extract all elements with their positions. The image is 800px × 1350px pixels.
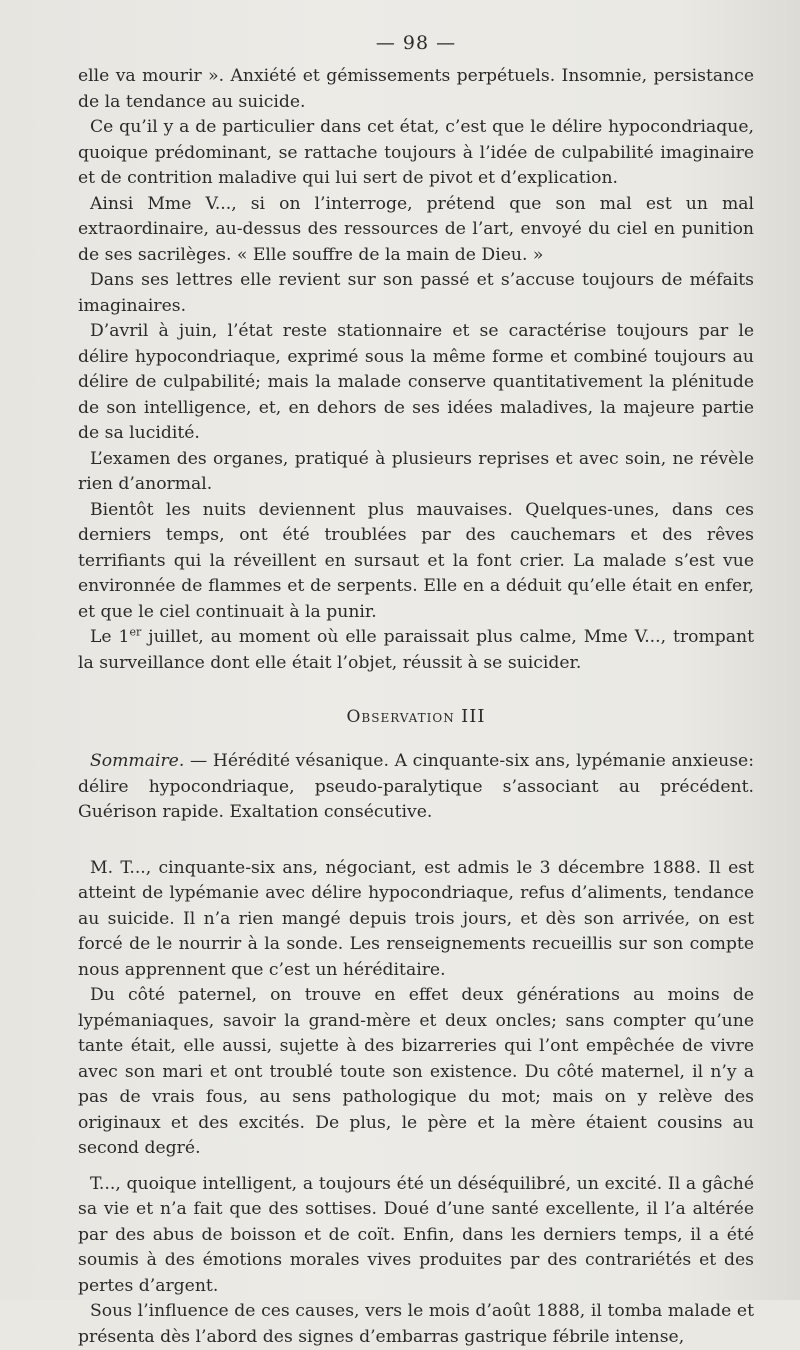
observation-numeral: III (461, 706, 486, 727)
paragraph: elle va mourir ». Anxiété et gémissements perpétuels. Insomnie, persistance de la tendance au suicide. (78, 66, 754, 112)
summary-text: — Hérédité vésanique. A cinquante-six ans, lypémanie anxieuse: délire hypocondriaque, pseudo-paralytique s’associant au précédent. Guérison rapide. Exaltation consécutive. (78, 751, 754, 822)
paragraph: M. T..., cinquante-six ans, négociant, est admis le 3 décembre 1888. Il est atteint de lypémanie avec délire hypocondriaque, refus d’aliments, tendance au suicide. Il n’a rien mangé depuis trois jours, et dès son arrivée, on est forcé de le nourrir à la sonde. Les renseignements recueillis sur son compte nous apprennent que c’est un héréditaire. (78, 857, 754, 980)
paragraph-rest: juillet, au moment où elle paraissait plus calme, Mme V..., trompant la surveillance dont elle était l’objet, réussit à se suicider. (78, 627, 755, 673)
paragraph: L’examen des organes, pratiqué à plusieurs reprises et avec soin, ne révèle rien d’anormal. (78, 448, 754, 494)
observation-word: Observation (346, 707, 455, 727)
date-superscript: er (129, 625, 142, 639)
page-content (78, 32, 754, 1350)
summary-paragraph (78, 749, 754, 826)
page-number: — 98 — (375, 32, 457, 54)
paragraph: Ce qu’il y a de particulier dans cet état, c’est que le délire hypocondriaque, quoique prédominant, se rattache toujours à l’idée de culpabilité imaginaire et de contrition maladive qui lui sert de pivot et d’explication. (78, 117, 754, 188)
paragraph: D’avril à juin, l’état reste stationnaire et se caractérise toujours par le délire hypocondriaque, exprimé sous la même forme et combiné toujours au délire de culpabilité; mais la malade conserve quantitativement la plénitude de son intelligence, et, en dehors de ses idées maladives, la majeure partie de sa lucidité. (78, 321, 754, 443)
paragraph: Ainsi Mme V..., si on l’interroge, prétend que son mal est un mal extraordinaire, au-dessus des ressources de l’art, envoyé du ciel en punition de ses sacrilèges. « Elle souffre de la main de Dieu. » (78, 193, 754, 265)
paragraph: T..., quoique intelligent, a toujours été un déséquilibré, un excité. Il a gâché sa vie et n’a fait que des sottises. Doué d’une santé excellente, il l’a altérée par des abus de boisson et de coït. Enfin, dans les derniers temps, il a été soumis à des émotions morales vives produites par des contrariétés et des pertes d’argent. (78, 1173, 754, 1296)
paragraph: Bientôt les nuits deviennent plus mauvaises. Quelques-unes, dans ces derniers temps, ont été troublées par des cauchemars et des rêves terrifiants qui la réveillent en sursaut et la font crier. La malade s’est vue environnée de flammes et de serpents. Elle en a déduit qu’elle était en enfer, et que le ciel continuait à la punir. (78, 499, 754, 622)
observation-heading (78, 706, 754, 727)
date-text: Le 1 (90, 627, 130, 647)
paragraph: Sous l’influence de ces causes, vers le mois d’août 1888, il tomba malade et présenta dès l’abord des signes d’embarras gastrique fébrile intense, (78, 1301, 754, 1347)
paragraph: Du côté paternel, on trouve en effet deux générations au moins de lypémaniaques, savoir la grand-mère et deux oncles; sans compter qu’une tante était, elle aussi, sujette à des bizarreries qui l’ont empêchée de vivre avec son mari et ont troublé toute son existence. Du côté maternel, il n’y a pas de vrais fous, au sens pathologique du mot; mais on y relève des originaux et des excités. De plus, le père et la mère étaient cousins au second degré. (78, 985, 754, 1158)
summary-label: Sommaire. (90, 751, 185, 771)
paragraph: Dans ses lettres elle revient sur son passé et s’accuse toujours de méfaits imaginaires. (78, 270, 754, 316)
paragraph-suicide-date (78, 625, 754, 676)
